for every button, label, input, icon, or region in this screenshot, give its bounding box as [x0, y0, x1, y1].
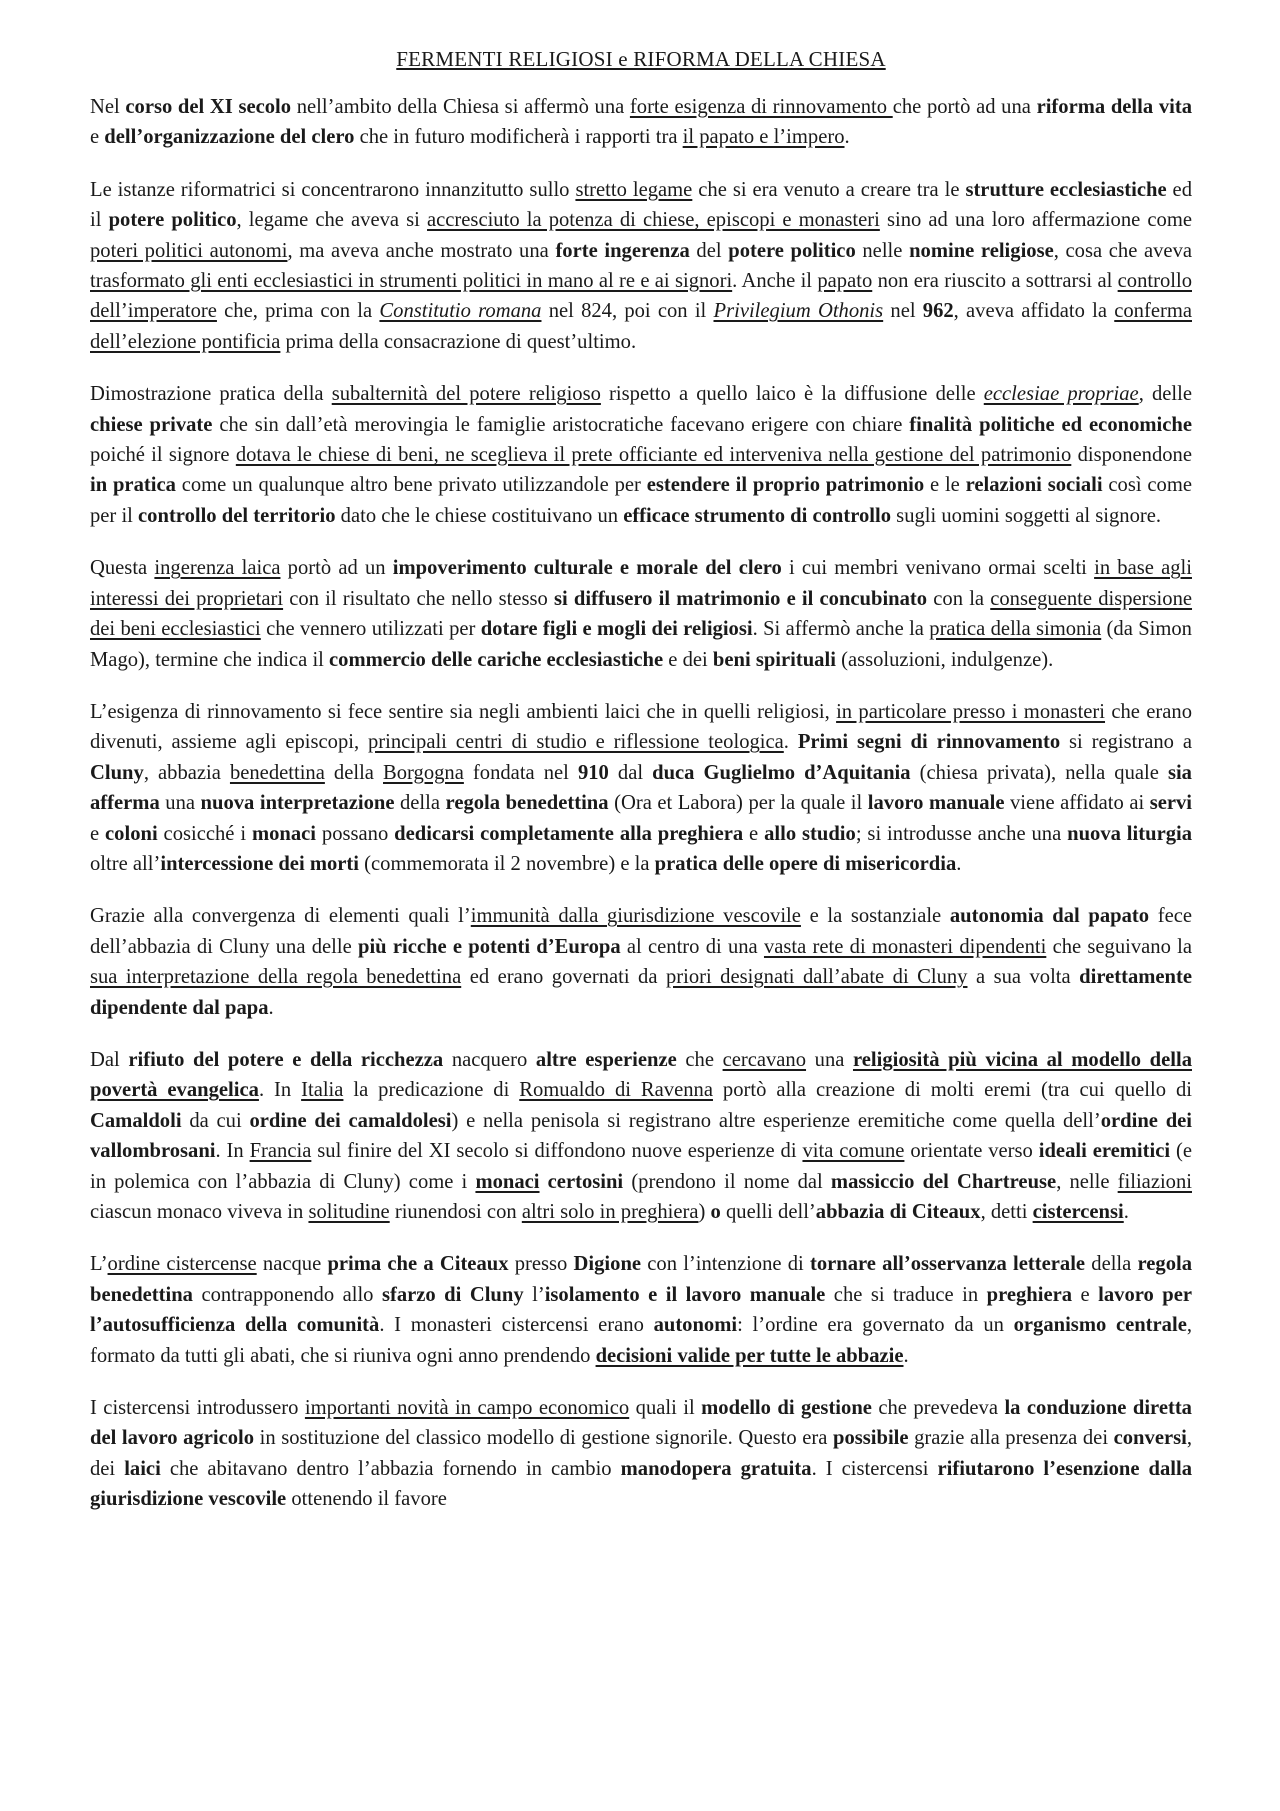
- text-run: Borgogna: [383, 761, 464, 784]
- text-run: della: [1085, 1253, 1138, 1276]
- text-run: Privilegium Othonis: [713, 300, 884, 323]
- text-run: Romualdo di Ravenna: [519, 1079, 713, 1102]
- text-run: si registrano a: [1060, 731, 1192, 754]
- text-run: , dei: [90, 1427, 1192, 1480]
- text-run: modello di gestione: [701, 1397, 872, 1420]
- text-run: papato: [817, 270, 873, 293]
- text-run: monaci: [251, 822, 317, 845]
- text-run: chiese private: [90, 413, 213, 436]
- text-run: immunità dalla giurisdizione vescovile: [470, 905, 801, 928]
- text-run: (commemorata il 2 novembre) e la: [359, 852, 655, 875]
- text-run: importanti novità in campo economico: [304, 1397, 630, 1420]
- text-run: sua interpretazione della regola benedettina: [90, 966, 462, 989]
- text-run: L’: [90, 1253, 108, 1276]
- text-run: nelle: [855, 239, 910, 262]
- text-run: che: [676, 1048, 723, 1071]
- text-run: , delle: [1138, 383, 1193, 406]
- text-run: , cosa che aveva: [1053, 239, 1193, 262]
- text-run: controllo del territorio: [138, 504, 336, 527]
- text-run: non era riuscito a sottrarsi al: [872, 270, 1118, 293]
- text-run: disponendone: [1071, 444, 1192, 467]
- text-run: stretto legame: [575, 178, 693, 201]
- text-run: poteri politici autonomi: [90, 239, 288, 262]
- text-run: così come per il: [90, 474, 1192, 527]
- text-run: intercessione dei morti: [160, 852, 359, 875]
- text-run: portò ad un: [280, 557, 393, 580]
- text-run: 962: [922, 300, 954, 323]
- text-run: . Si affermò anche la: [752, 618, 930, 641]
- text-run: la conduzione diretta del lavoro agricolo: [90, 1397, 1192, 1450]
- text-run: del: [689, 239, 729, 262]
- text-run: nuova interpretazione: [200, 792, 395, 815]
- text-run: religiosità più vicina al modello della povertà evangelica: [90, 1048, 1192, 1102]
- text-run: controllo dell’imperatore: [90, 270, 1192, 323]
- text-run: vasta rete di monasteri dipendenti: [763, 935, 1047, 958]
- text-run: cercavano: [722, 1048, 807, 1071]
- text-run: potere politico: [728, 239, 856, 262]
- text-run: rispetto a quello laico è la diffusione delle: [600, 383, 984, 406]
- text-run: presso: [508, 1253, 574, 1276]
- paragraph-5: [90, 697, 1192, 879]
- text-run: : l’ordine era governato da un: [737, 1314, 1014, 1337]
- paragraph-3: [90, 379, 1192, 531]
- text-run: Nel: [90, 96, 126, 118]
- paragraph-2: [90, 175, 1192, 357]
- text-run: e dei: [663, 648, 713, 671]
- text-run: che si era venuto a creare tra le: [692, 178, 966, 201]
- text-run: orientate verso: [904, 1140, 1039, 1163]
- paragraph-1: [90, 92, 1192, 153]
- text-run: Cluny: [90, 761, 144, 784]
- text-run: impoverimento culturale e morale del clero: [392, 557, 782, 580]
- text-run: estendere il proprio patrimonio: [646, 474, 925, 497]
- text-run: sul finire del XI secolo si diffondono nuove esperienze di: [311, 1140, 803, 1163]
- text-run: come un qualunque altro bene privato utilizzandole per: [175, 474, 647, 497]
- text-run: Dal: [90, 1048, 129, 1071]
- text-run: dedicarsi completamente alla preghiera: [394, 822, 744, 845]
- text-run: certosini: [547, 1170, 624, 1193]
- text-run: priori designati dall’abate di Cluny: [665, 966, 968, 989]
- text-run: monaci: [475, 1170, 540, 1193]
- text-run: che erano divenuti, assieme agli episcopi,: [90, 700, 1192, 754]
- text-run: sugli uomini soggetti al signore.: [891, 504, 1162, 527]
- text-run: ingerenza laica: [154, 557, 281, 580]
- text-run: benedettina: [229, 761, 325, 784]
- text-run: ; si introdusse anche una: [855, 822, 1068, 845]
- page-title: FERMENTI RELIGIOSI e RIFORMA DELLA CHIESA: [396, 47, 886, 71]
- text-run: forte esigenza di rinnovamento: [629, 96, 893, 118]
- text-run: tornare all’osservanza letterale: [809, 1253, 1086, 1276]
- text-run: subalternità del potere religioso: [331, 383, 601, 406]
- text-run: una: [806, 1048, 853, 1071]
- text-run: Constitutio romana: [379, 300, 542, 323]
- text-run: conferma dell’elezione pontificia: [90, 300, 1192, 353]
- text-run: dell’organizzazione del clero: [104, 126, 355, 149]
- text-run: ciascun monaco viveva in: [90, 1201, 309, 1223]
- text-run: Digione: [573, 1253, 642, 1276]
- text-run: conversi: [1113, 1427, 1187, 1450]
- text-run: nel 824, poi con il: [541, 300, 714, 323]
- text-run: riforma della vita: [1036, 96, 1192, 118]
- text-run: e: [1072, 1283, 1099, 1306]
- text-run: nacque: [256, 1253, 328, 1276]
- text-run: L’esigenza di rinnovamento si fece sentire sia negli ambienti laici che in quelli religiosi,: [90, 700, 837, 723]
- text-run: pratica della simonia: [929, 618, 1102, 641]
- text-run: o: [710, 1201, 721, 1223]
- text-run: . In: [215, 1140, 250, 1163]
- text-run: che abitavano dentro l’abbazia fornendo in cambio: [160, 1457, 621, 1480]
- text-run: e: [90, 822, 106, 845]
- text-run: servi: [1149, 792, 1193, 815]
- text-run: ordine dei camaldolesi: [249, 1109, 452, 1132]
- text-run: ): [698, 1201, 711, 1223]
- text-run: .: [1123, 1201, 1129, 1223]
- text-run: contrapponendo allo: [192, 1283, 382, 1306]
- text-run: isolamento e il lavoro manuale: [544, 1283, 826, 1306]
- text-run: che seguivano la: [1046, 935, 1193, 958]
- text-run: che si traduce in: [825, 1283, 987, 1306]
- text-run: nel: [883, 300, 923, 323]
- text-run: che portò ad una: [892, 96, 1037, 118]
- text-run: preghiera: [986, 1283, 1073, 1306]
- text-run: ordine dei vallombrosani: [90, 1109, 1193, 1163]
- text-run: manodopera gratuita: [620, 1457, 812, 1480]
- text-run: da cui: [181, 1109, 250, 1132]
- text-run: ideali eremitici: [1038, 1140, 1171, 1163]
- text-run: al centro di una: [620, 935, 764, 958]
- text-run: (e in polemica con l’abbazia di Cluny) come i: [90, 1140, 1192, 1193]
- text-run: .: [268, 996, 274, 1019]
- text-run: [540, 1171, 548, 1193]
- text-run: la predicazione di: [343, 1079, 520, 1102]
- text-run: che sin dall’età merovingia le famiglie aristocratiche facevano erigere con chiare: [212, 413, 910, 436]
- paragraph-6: [90, 901, 1192, 1023]
- text-run: lavoro manuale: [867, 792, 1005, 815]
- text-run: allo studio: [764, 822, 856, 845]
- text-run: ecclesiae propriae: [983, 383, 1139, 406]
- text-run: e: [90, 126, 105, 149]
- text-run: oltre all’: [90, 852, 161, 875]
- text-run: massiccio del Chartreuse: [830, 1170, 1057, 1193]
- text-run: riunendosi con: [389, 1201, 522, 1223]
- text-run: . In: [258, 1079, 302, 1102]
- text-run: potere politico: [108, 209, 237, 232]
- text-run: ordine cistercense: [107, 1253, 257, 1276]
- text-run: dotare figli e mogli dei religiosi: [480, 618, 753, 641]
- text-run: ) e nella penisola si registrano altre esperienze eremitiche come quella dell’: [451, 1109, 1101, 1132]
- document-body: [90, 92, 1192, 1515]
- text-run: che prevedeva: [871, 1397, 1005, 1420]
- text-run: che, prima con la: [216, 300, 380, 323]
- text-run: rifiutarono l’esenzione dalla giurisdizione vescovile: [90, 1457, 1193, 1511]
- text-run: accresciuto la potenza di chiese, episcopi e monasteri: [427, 209, 880, 232]
- text-run: Grazie alla convergenza di elementi quali l’: [90, 905, 471, 928]
- text-run: una: [159, 792, 201, 815]
- text-run: rifiuto del potere e della ricchezza: [128, 1048, 444, 1071]
- text-run: pratica delle opere di misericordia: [654, 852, 957, 875]
- text-run: a sua volta: [967, 966, 1080, 989]
- text-run: (chiesa privata), nella quale: [910, 761, 1168, 784]
- text-run: ed il: [90, 178, 1192, 232]
- text-run: conseguente dispersione dei beni ecclesiastici: [90, 587, 1193, 641]
- text-run: .: [844, 126, 850, 149]
- text-run: e la sostanziale: [800, 905, 950, 928]
- text-run: in base agli interessi dei proprietari: [90, 557, 1192, 610]
- text-run: quali il: [629, 1397, 702, 1420]
- text-run: nomine religiose: [909, 239, 1054, 262]
- text-run: con la: [927, 587, 991, 610]
- text-run: filiazioni: [1117, 1170, 1192, 1193]
- text-run: Camaldoli: [90, 1109, 182, 1132]
- text-run: . Anche il: [732, 270, 818, 293]
- text-run: nell’ambito della Chiesa si affermò una: [291, 96, 630, 118]
- text-run: 910: [577, 761, 609, 784]
- text-run: si diffusero il matrimonio e il concubinato: [554, 587, 928, 610]
- text-run: (da Simon Mago), termine che indica il: [90, 618, 1192, 671]
- text-run: sia afferma: [90, 761, 1192, 815]
- text-run: principali centri di studio e riflessione teologica: [367, 731, 784, 754]
- text-run: portò alla creazione di molti eremi (tra cui quello di: [712, 1079, 1192, 1102]
- text-run: , nelle: [1056, 1170, 1118, 1193]
- text-run: fondata nel: [463, 761, 578, 784]
- text-run: relazioni sociali: [965, 474, 1103, 497]
- text-run: (prendono il nome dal: [623, 1170, 831, 1193]
- text-run: il papato e l’impero: [682, 126, 845, 149]
- text-run: ed erano governati da: [461, 966, 666, 989]
- text-run: e le: [924, 474, 966, 497]
- text-run: più ricche e potenti d’Europa: [358, 935, 621, 958]
- text-run: viene affidato ai: [1004, 792, 1150, 815]
- text-run: (assoluzioni, indulgenze).: [835, 648, 1054, 671]
- text-run: efficace strumento di controllo: [623, 504, 892, 527]
- text-run: della: [324, 761, 384, 784]
- text-run: prima della consacrazione di quest’ultimo.: [280, 330, 637, 353]
- paragraph-9: [90, 1393, 1192, 1515]
- paragraph-4: [90, 553, 1192, 675]
- text-run: I cistercensi introdussero: [90, 1397, 305, 1420]
- text-run: , aveva affidato la: [953, 300, 1115, 323]
- text-run: Dimostrazione pratica della: [90, 383, 332, 406]
- text-run: dal: [608, 761, 653, 784]
- text-run: duca Guglielmo d’Aquitania: [652, 761, 911, 784]
- text-run: forte ingerenza: [555, 239, 690, 262]
- text-run: , ma aveva anche mostrato una: [287, 239, 556, 262]
- text-run: autonomia dal papato: [949, 905, 1150, 928]
- text-run: cistercensi: [1032, 1201, 1124, 1223]
- text-run: coloni: [105, 822, 158, 845]
- text-run: commercio delle cariche ecclesiastiche: [329, 648, 664, 671]
- text-run: .: [903, 1344, 909, 1367]
- text-run: , detti: [980, 1201, 1033, 1223]
- text-run: cosicché i: [157, 822, 252, 845]
- text-run: decisioni valide per tutte le abbazie: [595, 1344, 904, 1367]
- text-run: vita comune: [802, 1140, 905, 1163]
- text-run: sfarzo di Cluny: [381, 1283, 524, 1306]
- text-run: , abbazia: [143, 761, 230, 784]
- text-run: .: [783, 731, 798, 754]
- text-run: con il risultato che nello stesso: [283, 587, 554, 610]
- text-run: . I monasteri cistercensi erano: [379, 1314, 654, 1337]
- text-run: , legame che aveva si: [236, 209, 428, 232]
- text-run: Italia: [301, 1079, 344, 1102]
- text-run: sino ad una loro affermazione come: [879, 209, 1192, 232]
- text-run: finalità politiche ed economiche: [909, 413, 1192, 436]
- paragraph-8: [90, 1249, 1192, 1371]
- text-run: regola benedettina: [445, 792, 609, 815]
- text-run: dato che le chiese costituivano un: [335, 504, 624, 527]
- text-run: abbazia di Citeaux: [815, 1201, 981, 1223]
- text-run: possibile: [832, 1427, 909, 1450]
- text-run: beni spirituali: [712, 648, 836, 671]
- text-run: (Ora et Labora) per la quale il: [608, 792, 868, 815]
- text-run: nuova liturgia: [1067, 822, 1193, 845]
- text-run: Questa: [90, 557, 155, 580]
- text-run: poiché il signore: [90, 444, 236, 467]
- text-run: e: [743, 822, 765, 845]
- text-run: fece dell’abbazia di Cluny una delle: [90, 905, 1192, 958]
- text-run: solitudine: [308, 1201, 390, 1223]
- text-run: altre esperienze: [535, 1048, 677, 1071]
- text-run: nacquero: [443, 1048, 536, 1071]
- text-run: , formato da tutti gli abati, che si riuniva ogni anno prendendo: [90, 1314, 1192, 1367]
- text-run: Le istanze riformatrici si concentrarono innanzitutto sullo: [90, 178, 576, 201]
- text-run: che vennero utilizzati per: [260, 618, 481, 641]
- text-run: i cui membri venivano ormai scelti: [781, 557, 1095, 580]
- text-run: in sostituzione del classico modello di gestione signorile. Questo era: [254, 1427, 833, 1450]
- text-run: che in futuro modificherà i rapporti tra: [354, 126, 683, 149]
- text-run: lavoro per l’autosufficienza della comunità: [90, 1283, 1193, 1337]
- text-run: della: [394, 792, 446, 815]
- text-run: trasformato gli enti ecclesiastici in strumenti politici in mano al re e ai signori: [90, 270, 733, 293]
- text-run: strutture ecclesiastiche: [965, 178, 1167, 201]
- text-run: Francia: [249, 1140, 312, 1163]
- text-run: organismo centrale: [1013, 1314, 1187, 1337]
- text-run: in particolare presso i monasteri: [836, 700, 1106, 723]
- text-run: dotava le chiese di beni, ne sceglieva il prete officiante ed interveniva nella gestione del patrimonio: [235, 444, 1072, 467]
- text-run: con l’intenzione di: [641, 1253, 810, 1276]
- paragraph-7: [90, 1045, 1192, 1227]
- text-run: quelli dell’: [720, 1201, 816, 1223]
- text-run: grazie alla presenza dei: [908, 1427, 1114, 1450]
- text-run: corso del XI secolo: [125, 96, 292, 118]
- text-run: autonomi: [653, 1314, 738, 1337]
- text-run: possano: [316, 822, 395, 845]
- text-run: in pratica: [90, 474, 176, 497]
- text-run: direttamente dipendente dal papa: [90, 966, 1192, 1019]
- text-run: regola benedettina: [90, 1253, 1193, 1306]
- text-run: laici: [124, 1457, 161, 1480]
- text-run: ottenendo il favore: [286, 1488, 447, 1511]
- text-run: altri solo in preghiera: [521, 1201, 699, 1223]
- text-run: . I cistercensi: [811, 1457, 938, 1480]
- text-run: l’: [523, 1283, 545, 1306]
- text-run: Primi segni di rinnovamento: [797, 731, 1061, 754]
- text-run: .: [956, 852, 962, 875]
- text-run: prima che a Citeaux: [327, 1253, 509, 1276]
